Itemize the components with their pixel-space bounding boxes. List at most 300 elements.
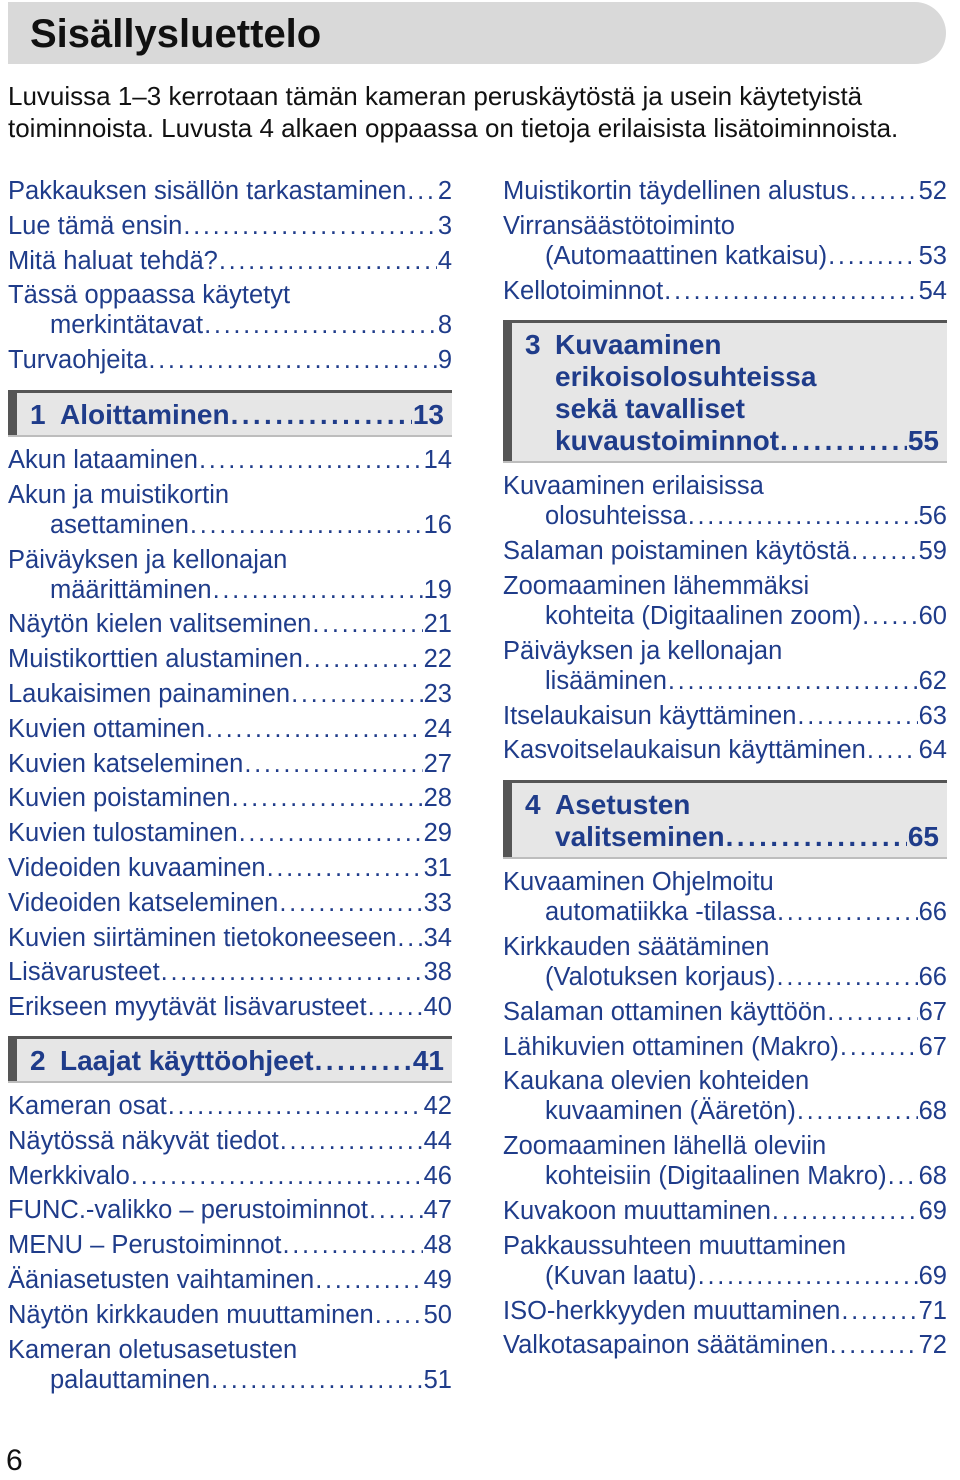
toc-entry-line xyxy=(8,1265,452,1295)
toc-column-left xyxy=(8,176,452,1399)
toc-page-number: 69 xyxy=(918,1196,947,1225)
toc-entry-title: Kameran osat xyxy=(8,1091,167,1120)
toc-page-number: 48 xyxy=(423,1231,452,1260)
dot-leader xyxy=(161,957,423,987)
chapter-heading-1[interactable] xyxy=(8,390,452,437)
toc-entry-title: Kuvaaminen Ohjelmoitu xyxy=(503,868,774,897)
toc-entry[interactable] xyxy=(8,1230,452,1260)
toc-entry-title: Päiväyksen ja kellonajan xyxy=(8,545,288,574)
toc-entry[interactable] xyxy=(503,176,947,206)
toc-entry[interactable] xyxy=(503,1066,947,1126)
toc-page-number: 19 xyxy=(423,575,452,604)
toc-entry-line xyxy=(8,853,452,883)
toc-entry-line xyxy=(8,575,452,605)
dot-leader xyxy=(148,345,436,375)
toc-group xyxy=(503,471,947,765)
toc-entry[interactable] xyxy=(8,1091,452,1121)
toc-entry-line xyxy=(8,957,452,987)
toc-entry-title: Kasvoitselaukaisun käyttäminen xyxy=(503,736,866,765)
dot-leader xyxy=(780,425,907,457)
dot-leader xyxy=(168,1091,423,1121)
chapter-heading-3[interactable] xyxy=(503,320,947,463)
toc-entry-line xyxy=(503,932,947,962)
toc-entry-title: Näytön kirkkauden muuttaminen xyxy=(8,1300,374,1329)
toc-entry-title: Salaman poistaminen käytöstä xyxy=(503,537,851,566)
toc-entry-title: automatiikka -tilassa xyxy=(545,898,777,927)
toc-entry-title: ISO-herkkyyden muuttaminen xyxy=(503,1296,841,1325)
toc-page-number: 64 xyxy=(918,736,947,765)
toc-entry[interactable] xyxy=(8,211,452,241)
toc-page-number: 14 xyxy=(423,445,452,474)
toc-entry-title: (Automaattinen katkaisu) xyxy=(545,241,828,270)
toc-page-number: 62 xyxy=(918,666,947,695)
toc-entry[interactable] xyxy=(8,1161,452,1191)
toc-page-number: 42 xyxy=(423,1091,452,1120)
toc-entry-line xyxy=(8,1091,452,1121)
toc-entry-line xyxy=(503,211,947,241)
toc-entry-title: Päiväyksen ja kellonajan xyxy=(503,636,783,665)
dot-leader xyxy=(280,1126,423,1156)
toc-entry-line xyxy=(503,1261,947,1291)
toc-entry-line xyxy=(503,536,947,566)
chapter-title: valitseminen xyxy=(555,821,725,853)
chapter-title: Aloittaminen xyxy=(60,398,230,430)
toc-entry-title: Kuvien poistaminen xyxy=(8,784,231,813)
dot-leader xyxy=(244,749,422,779)
toc-entry-line xyxy=(8,176,452,206)
toc-entry[interactable] xyxy=(8,818,452,848)
toc-entry-line xyxy=(503,1231,947,1261)
chapter-page-number: 41 xyxy=(412,1044,444,1076)
toc-entry-line xyxy=(503,1330,947,1360)
chapter-number: 2 xyxy=(30,1044,46,1076)
toc-page-number: 60 xyxy=(918,601,947,630)
dot-leader xyxy=(772,1196,918,1226)
toc-group xyxy=(8,176,452,375)
toc-entry-title: Akun ja muistikortin xyxy=(8,480,230,509)
chapter-heading-line xyxy=(525,425,939,457)
toc-entry-title: Kellotoiminnot xyxy=(503,276,664,305)
chapter-number: 4 xyxy=(525,789,541,821)
toc-entry-title: Muistikortin täydellinen alustus xyxy=(503,177,849,205)
toc-entry[interactable] xyxy=(8,749,452,779)
dot-leader xyxy=(867,735,918,765)
dot-leader xyxy=(888,1161,918,1191)
dot-leader xyxy=(668,666,918,696)
toc-page-number: 22 xyxy=(423,645,452,674)
toc-entry[interactable] xyxy=(503,867,947,927)
page-title: Sisällysluettelo xyxy=(30,12,322,56)
toc-entry-title: kohteisiin (Digitaalinen Makro) xyxy=(545,1162,887,1191)
toc-entry-line xyxy=(8,510,452,540)
dot-leader xyxy=(407,176,437,206)
toc-entry[interactable] xyxy=(503,276,947,306)
dot-leader xyxy=(315,1265,422,1295)
toc-entry[interactable] xyxy=(8,714,452,744)
toc-entry-title: Lue tämä ensin xyxy=(8,211,183,240)
toc-group xyxy=(8,445,452,1022)
dot-leader xyxy=(698,1261,918,1291)
dot-leader xyxy=(211,1365,422,1395)
dot-leader xyxy=(664,276,917,306)
toc-entry-line xyxy=(503,501,947,531)
toc-entry[interactable] xyxy=(8,280,452,340)
toc-entry-title: Kuvakoon muuttaminen xyxy=(503,1196,771,1225)
toc-entry-title: Lähikuvien ottaminen (Makro) xyxy=(503,1032,839,1061)
toc-page-number: 46 xyxy=(423,1161,452,1190)
toc-entry[interactable] xyxy=(503,1131,947,1191)
chapter-number: 1 xyxy=(30,398,46,430)
toc-entry-line xyxy=(503,962,947,992)
page-number: 6 xyxy=(6,1444,23,1477)
title-bar xyxy=(8,2,946,64)
toc-entry-line xyxy=(503,276,947,306)
toc-page-number: 66 xyxy=(918,898,947,927)
toc-entry-line xyxy=(503,571,947,601)
toc-entry[interactable] xyxy=(503,1330,947,1360)
toc-entry-title: Kuvien katseleminen xyxy=(8,749,244,778)
toc-entry-title: kohteita (Digitaalinen zoom) xyxy=(545,601,862,630)
toc-entry-title: Turvaohjeita xyxy=(8,346,148,375)
toc-page-number: 9 xyxy=(437,346,452,375)
toc-entry-title: määrittäminen xyxy=(50,575,212,604)
toc-entry-title: Akun lataaminen xyxy=(8,445,198,474)
chapter-page-number: 55 xyxy=(907,425,939,457)
toc-page-number: 68 xyxy=(918,1097,947,1126)
toc-entry-line xyxy=(8,345,452,375)
toc-entry[interactable] xyxy=(8,1195,452,1225)
toc-entry[interactable] xyxy=(8,783,452,813)
toc-page-number: 67 xyxy=(918,1032,947,1061)
dot-leader xyxy=(688,501,918,531)
dot-leader xyxy=(397,923,422,953)
toc-entry-line xyxy=(8,1300,452,1330)
toc-entry-line xyxy=(503,241,947,271)
dot-leader xyxy=(204,310,437,340)
toc-entry-title: palauttaminen xyxy=(50,1365,211,1394)
toc-entry-title: Zoomaaminen lähemmäksi xyxy=(503,571,810,600)
toc-entry[interactable] xyxy=(503,1296,947,1326)
toc-entry-title: Näytössä näkyvät tiedot xyxy=(8,1126,279,1155)
toc-entry-line xyxy=(503,601,947,631)
toc-entry[interactable] xyxy=(8,992,452,1022)
toc-entry-line xyxy=(8,679,452,709)
toc-entry[interactable] xyxy=(8,345,452,375)
toc-entry[interactable] xyxy=(503,471,947,531)
toc-entry[interactable] xyxy=(503,735,947,765)
toc-entry-title: Laukaisimen painaminen xyxy=(8,679,291,708)
toc-page-number: 54 xyxy=(918,276,947,305)
toc-page-number: 67 xyxy=(918,997,947,1026)
dot-leader xyxy=(131,1161,423,1191)
chapter-heading-line xyxy=(525,789,939,821)
toc-entry-line xyxy=(503,867,947,897)
toc-entry[interactable] xyxy=(8,853,452,883)
toc-entry-title: Kuvien tulostaminen xyxy=(8,819,238,848)
toc-entry[interactable] xyxy=(8,888,452,918)
toc-entry[interactable] xyxy=(8,445,452,475)
dot-leader xyxy=(726,821,907,853)
toc-entry-line xyxy=(8,445,452,475)
toc-entry-line xyxy=(8,1126,452,1156)
toc-entry-line xyxy=(8,992,452,1022)
toc-page-number: 34 xyxy=(423,923,452,952)
toc-entry-title: Valkotasapainon säätäminen xyxy=(503,1331,829,1360)
dot-leader xyxy=(219,246,437,276)
toc-page-number: 47 xyxy=(423,1196,452,1225)
dot-leader xyxy=(267,853,423,883)
toc-entry-title: Pakkaussuhteen muuttaminen xyxy=(503,1231,847,1260)
toc-page-number: 29 xyxy=(423,819,452,848)
toc-entry-title: Kuvaaminen erilaisissa xyxy=(503,472,764,501)
toc-entry-line xyxy=(503,1096,947,1126)
toc-entry[interactable] xyxy=(8,545,452,605)
dot-leader xyxy=(232,783,423,813)
toc-entry[interactable] xyxy=(503,997,947,1027)
dot-leader xyxy=(190,510,423,540)
toc-entry[interactable] xyxy=(503,1032,947,1062)
toc-entry-title: Zoomaaminen lähellä oleviin xyxy=(503,1132,827,1161)
chapter-title: sekä tavalliset xyxy=(555,393,745,425)
toc-page-number: 63 xyxy=(918,701,947,730)
dot-leader xyxy=(850,176,918,206)
toc-entry-title: Kirkkauden säätäminen xyxy=(503,932,770,961)
toc-entry-title: Lisävarusteet xyxy=(8,958,160,987)
chapter-title: Laajat käyttöohjeet xyxy=(60,1044,314,1076)
toc-entry[interactable] xyxy=(8,1300,452,1330)
intro-text: Luvuissa 1–3 kerrotaan tämän kameran peruskäytöstä ja usein käytetyistä toiminnoista. Luvusta 4 alkaen oppaassa on tietoja erilaisista lisätoiminnoista. xyxy=(8,81,899,143)
toc-entry[interactable] xyxy=(503,1196,947,1226)
toc-entry-line xyxy=(8,545,452,575)
toc-entry-title: Salaman ottaminen käyttöön xyxy=(503,997,827,1026)
toc-page-number: 21 xyxy=(423,610,452,639)
chapter-page-number: 13 xyxy=(412,398,444,430)
toc-entry-line xyxy=(8,480,452,510)
chapter-heading-line xyxy=(525,361,939,393)
dot-leader xyxy=(206,714,423,744)
toc-group xyxy=(503,867,947,1360)
toc-entry-line xyxy=(503,1296,947,1326)
chapter-heading-line xyxy=(525,821,939,853)
toc-entry-line xyxy=(503,636,947,666)
toc-entry-line xyxy=(8,923,452,953)
toc-page-number: 49 xyxy=(423,1265,452,1294)
toc-page-number: 27 xyxy=(423,749,452,778)
toc-entry-line xyxy=(8,1365,452,1395)
toc-entry[interactable] xyxy=(8,957,452,987)
toc-entry[interactable] xyxy=(8,923,452,953)
toc-page-number: 69 xyxy=(918,1261,947,1290)
toc-entry[interactable] xyxy=(8,1335,452,1395)
toc-entry-line xyxy=(503,997,947,1027)
toc-entry-title: Videoiden kuvaaminen xyxy=(8,853,266,882)
dot-leader xyxy=(368,992,423,1022)
dot-leader xyxy=(841,1296,917,1326)
toc-entry-line xyxy=(503,701,947,731)
dot-leader xyxy=(777,897,918,927)
toc-entry-title: Virransäästötoiminto xyxy=(503,211,735,240)
dot-leader xyxy=(315,1045,412,1077)
dot-leader xyxy=(851,536,917,566)
toc-entry-title: FUNC.-valikko – perustoiminnot xyxy=(8,1196,368,1225)
dot-leader xyxy=(777,962,918,992)
dot-leader xyxy=(239,818,423,848)
toc-entry-title: Näytön kielen valitseminen xyxy=(8,610,312,639)
toc-entry-line xyxy=(503,897,947,927)
toc-entry-title: Mitä haluat tehdä? xyxy=(8,246,218,275)
toc-entry-line xyxy=(8,783,452,813)
chapter-heading-4[interactable] xyxy=(503,780,947,859)
toc-entry-title: Erikseen myytävät lisävarusteet xyxy=(8,993,367,1022)
toc-entry-line xyxy=(8,749,452,779)
toc-entry[interactable] xyxy=(8,644,452,674)
toc-entry[interactable] xyxy=(8,246,452,276)
dot-leader xyxy=(375,1300,423,1330)
toc-entry-title: (Valotuksen korjaus) xyxy=(545,962,776,991)
toc-entry-line xyxy=(8,644,452,674)
toc-entry-line xyxy=(503,666,947,696)
dot-leader xyxy=(797,1096,918,1126)
toc-entry-line xyxy=(8,1195,452,1225)
toc-page-number: 56 xyxy=(918,502,947,531)
dot-leader xyxy=(369,1195,423,1225)
dot-leader xyxy=(304,644,423,674)
toc-entry-title: Merkkivalo xyxy=(8,1161,130,1190)
dot-leader xyxy=(827,997,917,1027)
toc-entry-line xyxy=(8,310,452,340)
dot-leader xyxy=(312,609,422,639)
toc-page-number: 52 xyxy=(918,177,947,205)
toc-entry-line xyxy=(503,471,947,501)
toc-entry-title: Videoiden katseleminen xyxy=(8,888,279,917)
dot-leader xyxy=(213,575,423,605)
toc-page-number: 33 xyxy=(423,888,452,917)
chapter-title: Kuvaaminen xyxy=(555,329,722,361)
toc-entry-line xyxy=(8,246,452,276)
chapter-heading-line xyxy=(30,1045,444,1077)
chapter-heading-2[interactable] xyxy=(8,1036,452,1083)
dot-leader xyxy=(279,888,422,918)
toc-entry-line xyxy=(8,888,452,918)
chapter-title: Asetusten xyxy=(555,789,691,821)
toc-entry[interactable] xyxy=(503,571,947,631)
toc-entry-title: Ääniasetusten vaihtaminen xyxy=(8,1265,315,1294)
toc-entry[interactable] xyxy=(8,176,452,206)
chapter-page-number: 65 xyxy=(907,821,939,853)
toc-entry-title: Muistikorttien alustaminen xyxy=(8,645,303,674)
toc-entry-title: olosuhteissa xyxy=(545,502,687,531)
toc-entry-title: MENU – Perustoiminnot xyxy=(8,1231,282,1260)
toc-entry-title: kuvaaminen (Ääretön) xyxy=(545,1097,796,1126)
toc-entry[interactable] xyxy=(8,1126,452,1156)
toc-page-number: 71 xyxy=(918,1296,947,1325)
dot-leader xyxy=(283,1230,423,1260)
toc-entry-line xyxy=(503,1196,947,1226)
toc-entry-title: lisääminen xyxy=(545,666,667,695)
dot-leader xyxy=(840,1032,918,1062)
toc-page-number: 2 xyxy=(437,177,452,205)
toc-page-number: 51 xyxy=(423,1365,452,1394)
toc-entry-title: Pakkauksen sisällön tarkastaminen xyxy=(8,177,407,205)
toc-entry-line xyxy=(503,176,947,206)
toc-entry-line xyxy=(8,1335,452,1365)
toc-entry[interactable] xyxy=(8,1265,452,1295)
dot-leader xyxy=(231,399,412,431)
toc-entry-line xyxy=(8,280,452,310)
toc-page-number: 31 xyxy=(423,853,452,882)
toc-entry-title: Kuvien ottaminen xyxy=(8,714,206,743)
chapter-title: erikoisolosuhteissa xyxy=(555,361,817,393)
toc-page-number: 16 xyxy=(423,510,452,539)
chapter-heading-line xyxy=(525,393,939,425)
toc-entry-line xyxy=(8,1161,452,1191)
toc-page-number: 24 xyxy=(423,714,452,743)
toc-entry-title: Itselaukaisun käyttäminen xyxy=(503,701,797,730)
dot-leader xyxy=(830,1330,918,1360)
toc-page-number: 4 xyxy=(437,246,452,275)
dot-leader xyxy=(862,601,918,631)
toc-page-number: 66 xyxy=(918,962,947,991)
toc-entry-title: (Kuvan laatu) xyxy=(545,1261,697,1290)
toc-entry-line xyxy=(8,714,452,744)
toc-entry-title: Kaukana olevien kohteiden xyxy=(503,1067,810,1096)
toc-entry-line xyxy=(8,1230,452,1260)
chapter-number: 3 xyxy=(525,329,541,361)
toc-group xyxy=(503,176,947,306)
toc-column-right xyxy=(503,176,947,1365)
toc-entry-title: Kameran oletusasetusten xyxy=(8,1335,298,1364)
toc-entry[interactable] xyxy=(503,1231,947,1291)
toc-page-number: 38 xyxy=(423,958,452,987)
toc-page-number: 3 xyxy=(437,211,452,240)
chapter-heading-line xyxy=(525,329,939,361)
toc-entry[interactable] xyxy=(8,679,452,709)
toc-page-number: 50 xyxy=(423,1300,452,1329)
toc-entry-line xyxy=(503,1161,947,1191)
dot-leader xyxy=(828,241,918,271)
toc-entry[interactable] xyxy=(8,480,452,540)
toc-page-number: 28 xyxy=(423,784,452,813)
toc-page-number: 44 xyxy=(423,1126,452,1155)
toc-page-number: 72 xyxy=(918,1331,947,1360)
dot-leader xyxy=(199,445,423,475)
toc-entry-line xyxy=(8,818,452,848)
toc-entry-line xyxy=(8,211,452,241)
toc-entry[interactable] xyxy=(503,536,947,566)
toc-entry[interactable] xyxy=(503,701,947,731)
toc-entry[interactable] xyxy=(503,636,947,696)
toc-page-number: 40 xyxy=(423,993,452,1022)
toc-entry[interactable] xyxy=(503,211,947,271)
toc-entry-line xyxy=(503,735,947,765)
toc-page-number: 8 xyxy=(437,311,452,340)
toc-entry-line xyxy=(8,609,452,639)
toc-entry-title: merkintätavat xyxy=(50,311,204,340)
toc-entry[interactable] xyxy=(8,609,452,639)
dot-leader xyxy=(291,679,423,709)
toc-entry-line xyxy=(503,1066,947,1096)
toc-entry-title: Tässä oppaassa käytetyt xyxy=(8,281,291,310)
dot-leader xyxy=(183,211,436,241)
toc-page-number: 53 xyxy=(918,241,947,270)
toc-entry[interactable] xyxy=(503,932,947,992)
chapter-title: kuvaustoiminnot xyxy=(555,425,780,457)
toc-entry-line xyxy=(503,1131,947,1161)
toc-entry-title: Kuvien siirtäminen tietokoneeseen xyxy=(8,923,397,952)
dot-leader xyxy=(797,701,917,731)
toc-page-number: 68 xyxy=(918,1162,947,1191)
toc-entry-title: asettaminen xyxy=(50,510,189,539)
